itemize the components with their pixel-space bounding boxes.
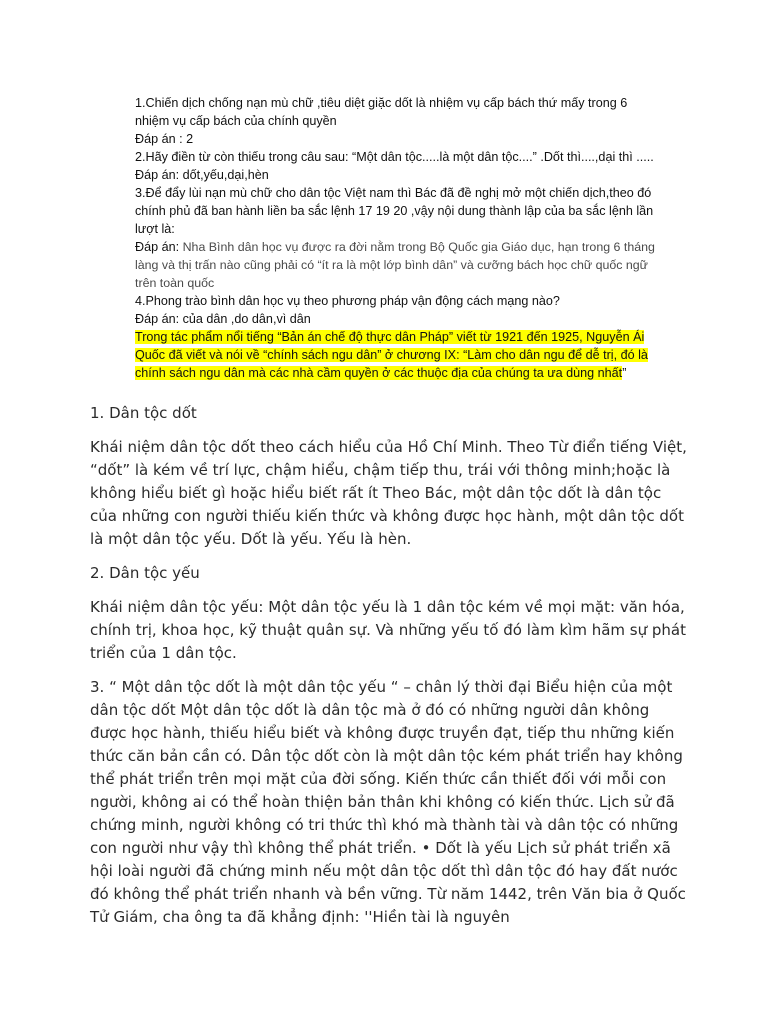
question-2: 2.Hãy điền từ còn thiếu trong câu sau: “Một dân tộc.....là một dân tộc....” .Dốt thì....,dại thì ..... [135,150,654,164]
answer-4: Đáp án: của dân ,do dân,vì dân [135,312,311,326]
essay-section [90,402,690,940]
answer-1: Đáp án : 2 [135,132,194,146]
paragraph-dan-toc-dot: Khái niệm dân tộc dốt theo cách hiểu của Hồ Chí Minh. Theo Từ điển tiếng Việt, “dốt” là kém về trí lực, chậm hiểu, chậm tiếp thu, trái với thông minh;hoặc là không hiểu biết gì hoặc hiểu biết rất ít Theo Bác, một dân tộc dốt là dân tộc của những con người thiếu kiến thức và không được học hành, một dân tộc dốt là một dân tộc yếu. Dốt là yếu. Yếu là hèn. [90,438,687,548]
answer-2: Đáp án: dốt,yếu,dại,hèn [135,168,269,182]
heading-dan-toc-dot: 1. Dân tộc dốt [90,404,197,422]
paragraph-dan-toc-yeu: Khái niệm dân tộc yếu: Một dân tộc yếu là 1 dân tộc kém về mọi mặt: văn hóa, chính trị, khoa học, kỹ thuật quân sự. Và những yếu tố đó làm kìm hãm sự phát triển của 1 dân tộc. [90,598,686,662]
answer-3 [135,238,655,292]
highlighted-quote [135,328,655,382]
quote-close-mark: ” [622,366,627,380]
answer-3-text: Nha Bình dân học vụ được ra đời nằm trong Bộ Quốc gia Giáo dục, hạn trong 6 tháng làng và thị trấn nào cũng phải có “ít ra là một lớp bình dân” và cưỡng bách học chữ quốc ngữ trên toàn quốc [135,240,655,290]
heading-dan-toc-yeu: 2. Dân tộc yếu [90,564,200,582]
quiz-section [135,94,655,382]
paragraph-chan-ly: 3. “ Một dân tộc dốt là một dân tộc yếu “ – chân lý thời đại Biểu hiện của một dân tộc dốt Một dân tộc dốt là dân tộc mà ở đó có những người dân không được học hành, thiếu hiểu biết và không được truyền đạt, tiếp thu những kiến thức căn bản cần có. Dân tộc dốt còn là một dân tộc kém phát triển hay không thể phát triển trên mọi mặt của đời sống. Kiến thức cần thiết đối với mỗi con người, không ai có thể hoàn thiện bản thân khi không có kiến thức. Lịch sử đã chứng minh, người không có tri thức thì khó mà thành tài và dân tộc có những con người như vậy thì không thể phát triển. • Dốt là yếu Lịch sử phát triển xã hội loài người đã chứng minh nếu một dân tộc dốt thì dân tộc đó hay đất nước đó không thể phát triển nhanh và bền vững. Từ năm 1442, trên Văn bia ở Quốc Tử Giám, cha ông ta đã khẳng định: ''Hiền tài là nguyên [90,678,686,926]
question-4: 4.Phong trào bình dân học vụ theo phương pháp vận động cách mạng nào? [135,294,560,308]
question-3: 3.Để đẩy lùi nạn mù chữ cho dân tộc Việt nam thì Bác đã đề nghị mở một chiến dịch,theo đó chính phủ đã ban hành liền ba sắc lệnh 17 19 20 ,vậy nội dung thành lập của ba sắc lệnh lần lượt là: [135,186,654,236]
question-1: 1.Chiến dịch chống nạn mù chữ ,tiêu diệt giặc dốt là nhiệm vụ cấp bách thứ mấy trong 6 nhiệm vụ cấp bách của chính quyền [135,96,628,128]
highlighted-text: Trong tác phẩm nổi tiếng “Bản án chế độ thực dân Pháp” viết từ 1921 đến 1925, Nguyễn Ái Quốc đã viết và nói về “chính sách ngu dân” ở chương IX: “Làm cho dân ngu để dễ trị, đó là chính sách ngu dân mà các nhà cầm quyền ở các thuộc địa của chúng ta ưa dùng nhất [135,330,648,380]
answer-3-label: Đáp án: [135,240,180,254]
